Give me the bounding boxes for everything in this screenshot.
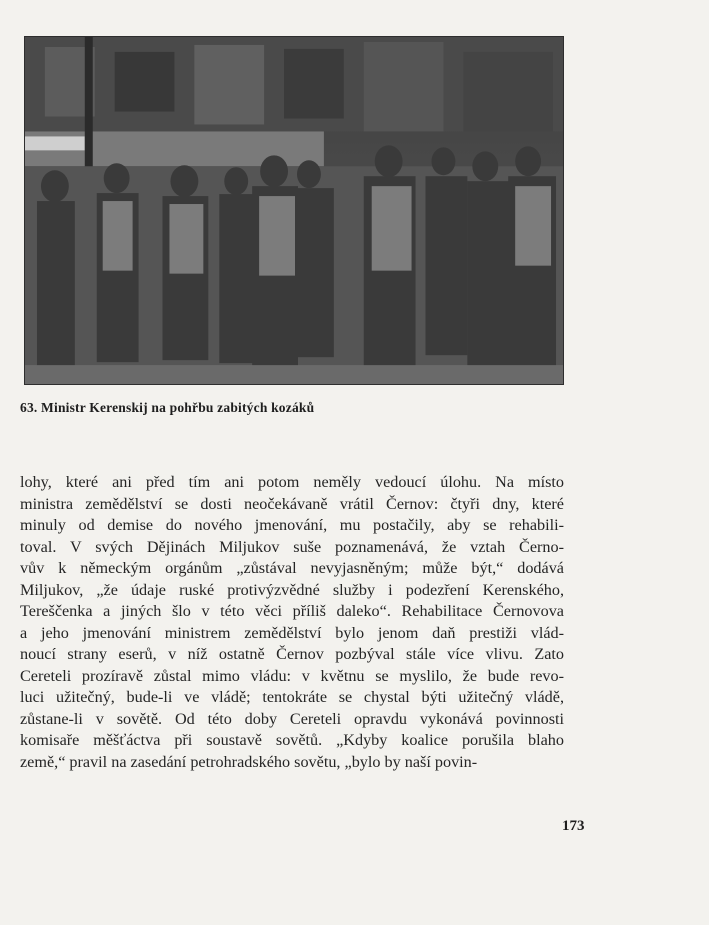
text-line: ministra zemědělství se dosti neočekávaně vrátil Černov: čtyři dny, které [20, 494, 564, 513]
photo-caption: 63. Ministr Kerenskij na pohřbu zabitých kozáků [20, 400, 315, 415]
text-line: Tereščenka a jiných šlo v této věci příliš daleko“. Rehabilitace Černovova [20, 602, 564, 620]
photograph [24, 36, 564, 385]
text-line: země,“ pravil na zasedání petrohradského sovětu, „bylo by naší povin- [20, 752, 478, 771]
text-line: zůstane-li v sovětě. Od této doby Cereteli opravdu vykonává povinnosti [20, 709, 564, 728]
text-line: komisaře měšťáctva při soustavě sovětů. „Kdyby koalice porušila blaho [20, 731, 564, 749]
text-line: minuly od demise do nového jmenování, mu postačily, aby se rehabili- [20, 516, 564, 534]
page-number: 173 [562, 818, 585, 834]
text-line: luci užitečný, bude-li ve vládě; tentokráte se chystal býti užitečný vládě, [20, 688, 564, 706]
text-line: Miljukov, „že údaje ruské protivýzvědné služby i podezření Kerenského, [20, 580, 564, 599]
text-line: noucí strany eserů, v níž ostatně Černov pozbýval stále více vlivu. Zato [20, 645, 564, 663]
text-line: lohy, které ani před tím ani potom neměly vedoucí úlohu. Na místo [20, 473, 564, 491]
text-line: a jeho jmenování ministrem zemědělství bylo jenom daň prestiži vlád- [20, 623, 564, 642]
text-line: Cereteli prozíravě zůstal mimo vládu: v květnu se myslilo, že bude revo- [20, 666, 564, 685]
text-line: vův k německým orgánům „zůstával nevyjasněným; může být,“ dodává [20, 559, 564, 577]
text-line: toval. V svých Dějinách Miljukov suše poznamenává, že vztah Černo- [20, 537, 564, 556]
body-text [20, 472, 564, 773]
